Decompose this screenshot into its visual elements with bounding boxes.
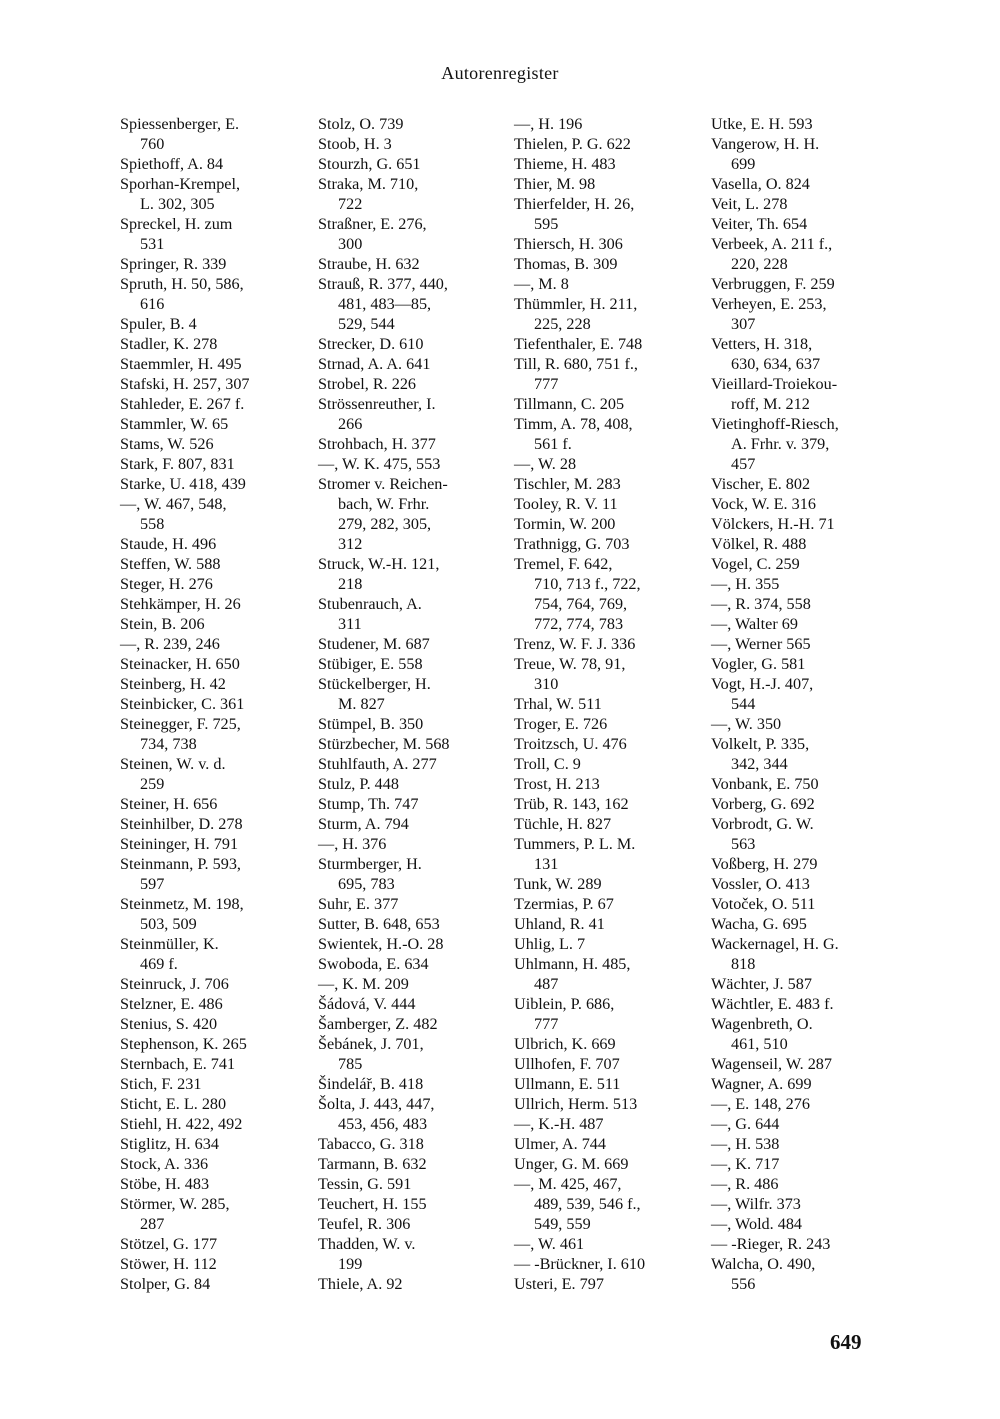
- index-entry: —, H. 196: [514, 115, 583, 133]
- index-entry-continuation: 616: [140, 295, 165, 313]
- index-entry-continuation: 307: [731, 315, 756, 333]
- index-entry-continuation: 225, 228: [534, 315, 591, 333]
- index-entry: Thümmler, H. 211,: [514, 295, 638, 313]
- index-entry: Steinegger, F. 725,: [120, 715, 241, 733]
- index-entry: Tabacco, G. 318: [318, 1135, 424, 1153]
- index-entry: —, R. 374, 558: [711, 595, 811, 613]
- index-entry: Starke, U. 418, 439: [120, 475, 246, 493]
- index-column-4: [711, 114, 839, 1294]
- index-entry: Tischler, M. 283: [514, 475, 621, 493]
- index-entry: — -Brückner, I. 610: [514, 1255, 646, 1273]
- index-entry: —, W. K. 475, 553: [318, 455, 441, 473]
- index-entry: Ullmann, E. 511: [514, 1075, 621, 1093]
- index-entry: Strecker, D. 610: [318, 335, 424, 353]
- index-entry-continuation: 699: [731, 155, 756, 173]
- index-entry-continuation: 487: [534, 975, 559, 993]
- index-entry: —, R. 239, 246: [120, 635, 220, 653]
- index-entry-continuation: 818: [731, 955, 756, 973]
- index-entry: Vorbrodt, G. W.: [711, 815, 814, 833]
- index-entry: Tzermias, P. 67: [514, 895, 614, 913]
- index-entry: Šebánek, J. 701,: [318, 1035, 424, 1053]
- index-entry: Volkelt, P. 335,: [711, 735, 810, 753]
- index-entry: Steinmetz, M. 198,: [120, 895, 244, 913]
- page-header: Autorenregister: [441, 63, 559, 83]
- index-entry: Vetters, H. 318,: [711, 335, 813, 353]
- index-entry: Šolta, J. 443, 447,: [318, 1095, 435, 1113]
- index-entry-continuation: 777: [534, 1015, 559, 1033]
- index-entry: Sternbach, E. 741: [120, 1055, 236, 1073]
- index-entry: Tummers, P. L. M.: [514, 835, 636, 853]
- index-entry: Spiethoff, A. 84: [120, 155, 224, 173]
- index-entry: Steinmann, P. 593,: [120, 855, 241, 873]
- index-entry: —, H. 355: [711, 575, 780, 593]
- index-entry: Timm, A. 78, 408,: [514, 415, 633, 433]
- index-entry: Stoob, H. 3: [318, 135, 392, 153]
- index-entry-continuation: A. Frhr. v. 379,: [731, 435, 830, 453]
- index-entry: Uiblein, P. 686,: [514, 995, 615, 1013]
- index-entry: —, R. 486: [711, 1175, 779, 1193]
- index-entry: Stiehl, H. 422, 492: [120, 1115, 243, 1133]
- index-entry: Stöbe, H. 483: [120, 1175, 210, 1193]
- index-entry: Stump, Th. 747: [318, 795, 419, 813]
- index-entry: Ulbrich, K. 669: [514, 1035, 616, 1053]
- index-entry: Uhland, R. 41: [514, 915, 605, 933]
- index-entry: Strössenreuther, I.: [318, 395, 436, 413]
- index-entry: Stürzbecher, M. 568: [318, 735, 450, 753]
- index-entry-continuation: bach, W. Frhr.: [338, 495, 430, 513]
- index-entry: Trenz, W. F. J. 336: [514, 635, 636, 653]
- index-entry: Thiele, A. 92: [318, 1275, 403, 1293]
- index-entry: Trathnigg, G. 703: [514, 535, 630, 553]
- index-entry-continuation: 461, 510: [731, 1035, 788, 1053]
- index-entry: Steinberg, H. 42: [120, 675, 226, 693]
- index-entry: Uhlmann, H. 485,: [514, 955, 631, 973]
- index-entry-continuation: 531: [140, 235, 165, 253]
- index-entry: Steinen, W. v. d.: [120, 755, 226, 773]
- index-entry-continuation: 695, 783: [338, 875, 395, 893]
- index-entry: Veiter, Th. 654: [711, 215, 808, 233]
- index-entry: Völkel, R. 488: [711, 535, 807, 553]
- index-entry-continuation: 199: [338, 1255, 363, 1273]
- index-entry-continuation: 312: [338, 535, 363, 553]
- index-entry-continuation: 453, 456, 483: [338, 1115, 428, 1133]
- index-entry-continuation: 772, 774, 783: [534, 615, 624, 633]
- index-entry: Vietinghoff-Riesch,: [711, 415, 839, 433]
- index-entry: Staemmler, H. 495: [120, 355, 242, 373]
- index-entry: Thomas, B. 309: [514, 255, 618, 273]
- index-entry-continuation: 457: [731, 455, 756, 473]
- index-entry: Vogel, C. 259: [711, 555, 800, 573]
- index-entry: Spruth, H. 50, 586,: [120, 275, 244, 293]
- index-entry: Verbruggen, F. 259: [711, 275, 835, 293]
- index-entry: Stolper, G. 84: [120, 1275, 211, 1293]
- index-entry: Stelzner, E. 486: [120, 995, 223, 1013]
- index-entry: — -Rieger, R. 243: [711, 1235, 831, 1253]
- index-entry: Steffen, W. 588: [120, 555, 221, 573]
- index-entry: Veit, L. 278: [711, 195, 788, 213]
- index-entry: —, K. M. 209: [318, 975, 409, 993]
- index-entry: Steinbicker, C. 361: [120, 695, 245, 713]
- index-entry: Struck, W.-H. 121,: [318, 555, 440, 573]
- index-entry: Stich, F. 231: [120, 1075, 202, 1093]
- index-entry: Strauß, R. 377, 440,: [318, 275, 448, 293]
- index-entry-continuation: roff, M. 212: [731, 395, 810, 413]
- index-entry: Wacha, G. 695: [711, 915, 807, 933]
- index-entry: Stein, B. 206: [120, 615, 205, 633]
- index-entry: Wagenbreth, O.: [711, 1015, 813, 1033]
- index-entry: Tillmann, C. 205: [514, 395, 625, 413]
- index-entry: Tremel, F. 642,: [514, 555, 613, 573]
- index-entry: Stuhlfauth, A. 277: [318, 755, 437, 773]
- index-entry: Thieme, H. 483: [514, 155, 616, 173]
- index-entry: —, M. 8: [514, 275, 569, 293]
- index-entry: Stammler, W. 65: [120, 415, 229, 433]
- index-entry: Stark, F. 807, 831: [120, 455, 235, 473]
- index-entry: Suhr, E. 377: [318, 895, 399, 913]
- index-entry: Steinmüller, K.: [120, 935, 219, 953]
- index-entry: Vischer, E. 802: [711, 475, 811, 493]
- index-entry-continuation: 259: [140, 775, 165, 793]
- index-entry: Strobel, R. 226: [318, 375, 417, 393]
- index-entry: Swoboda, E. 634: [318, 955, 429, 973]
- index-entry: Wächter, J. 587: [711, 975, 812, 993]
- index-entry: Völckers, H.-H. 71: [711, 515, 835, 533]
- index-entry-continuation: 529, 544: [338, 315, 395, 333]
- index-entry: Sporhan-Krempel,: [120, 175, 241, 193]
- index-entry-continuation: 310: [534, 675, 559, 693]
- index-entry: Tiefenthaler, E. 748: [514, 335, 643, 353]
- index-entry-continuation: 544: [731, 695, 756, 713]
- index-entry: Stulz, P. 448: [318, 775, 399, 793]
- index-entry: Teuchert, H. 155: [318, 1195, 427, 1213]
- index-entry: Treue, W. 78, 91,: [514, 655, 626, 673]
- index-entry: Thielen, P. G. 622: [514, 135, 631, 153]
- index-entry: Wagenseil, W. 287: [711, 1055, 832, 1073]
- index-entry: Springer, R. 339: [120, 255, 227, 273]
- index-column-2: [318, 114, 450, 1294]
- index-column-3: [514, 114, 645, 1294]
- index-entry: Spreckel, H. zum: [120, 215, 233, 233]
- index-entry: Stümpel, B. 350: [318, 715, 424, 733]
- index-entry: Stahleder, E. 267 f.: [120, 395, 245, 413]
- index-entry: Verheyen, E. 253,: [711, 295, 827, 313]
- index-entry: Šindelář, B. 418: [318, 1075, 424, 1093]
- index-entry: Störmer, W. 285,: [120, 1195, 230, 1213]
- index-entry: —, W. 461: [514, 1235, 585, 1253]
- index-entry-continuation: 556: [731, 1275, 756, 1293]
- index-entry: Stams, W. 526: [120, 435, 214, 453]
- index-entry-continuation: 561 f.: [534, 435, 572, 453]
- index-entry: Votoček, O. 511: [711, 895, 816, 913]
- index-entry: Tunk, W. 289: [514, 875, 602, 893]
- index-entry: Stückelberger, H.: [318, 675, 431, 693]
- index-entry: Walcha, O. 490,: [711, 1255, 816, 1273]
- index-entry: Troitzsch, U. 476: [514, 735, 627, 753]
- index-entry: Šamberger, Z. 482: [318, 1015, 438, 1033]
- index-entry: Wächtler, E. 483 f.: [711, 995, 834, 1013]
- index-entry: Utke, E. H. 593: [711, 115, 813, 133]
- index-entry: Stehkämper, H. 26: [120, 595, 241, 613]
- index-entry: Tormin, W. 200: [514, 515, 616, 533]
- index-entry-continuation: 481, 483—85,: [338, 295, 432, 313]
- index-entry: Vonbank, E. 750: [711, 775, 819, 793]
- index-entry: Vangerow, H. H.: [711, 135, 820, 153]
- index-entry: Steger, H. 276: [120, 575, 213, 593]
- index-entry: Vasella, O. 824: [711, 175, 810, 193]
- index-entry-continuation: 710, 713 f., 722,: [534, 575, 641, 593]
- index-entry: Vogt, H.-J. 407,: [711, 675, 814, 693]
- index-entry: Stübiger, E. 558: [318, 655, 423, 673]
- index-entry: Vock, W. E. 316: [711, 495, 816, 513]
- index-entry: —, Walter 69: [711, 615, 798, 633]
- index-entry: Spiessenberger, E.: [120, 115, 240, 133]
- index-entry-continuation: 777: [534, 375, 559, 393]
- index-entry-continuation: 489, 539, 546 f.,: [534, 1195, 641, 1213]
- index-entry: Verbeek, A. 211 f.,: [711, 235, 833, 253]
- index-entry: —, W. 350: [711, 715, 782, 733]
- index-entry: Stöwer, H. 112: [120, 1255, 217, 1273]
- index-entry: Studener, M. 687: [318, 635, 430, 653]
- index-entry-continuation: 754, 764, 769,: [534, 595, 628, 613]
- index-entry: Wackernagel, H. G.: [711, 935, 839, 953]
- index-entry: Straka, M. 710,: [318, 175, 419, 193]
- index-entry: Usteri, E. 797: [514, 1275, 604, 1293]
- index-entry: Strnad, A. A. 641: [318, 355, 431, 373]
- index-entry-continuation: 503, 509: [140, 915, 197, 933]
- index-entry: Vieillard-Troiekou-: [711, 375, 838, 393]
- index-entry: Stephenson, K. 265: [120, 1035, 247, 1053]
- index-entry: Trost, H. 213: [514, 775, 600, 793]
- index-entry: Ullhofen, F. 707: [514, 1055, 620, 1073]
- index-entry: Straßner, E. 276,: [318, 215, 427, 233]
- index-entry: Trüb, R. 143, 162: [514, 795, 629, 813]
- index-entry: Ullrich, Herm. 513: [514, 1095, 638, 1113]
- index-entry: —, W. 467, 548,: [120, 495, 227, 513]
- index-column-1: [120, 114, 250, 1294]
- page-number: 649: [830, 1330, 862, 1354]
- index-entry-continuation: 131: [534, 855, 559, 873]
- index-entry-continuation: 630, 634, 637: [731, 355, 821, 373]
- index-entry-continuation: 300: [338, 235, 363, 253]
- index-entry: Ulmer, A. 744: [514, 1135, 606, 1153]
- index-entry: Tooley, R. V. 11: [514, 495, 618, 513]
- index-entry: Thiersch, H. 306: [514, 235, 623, 253]
- index-entry-continuation: L. 302, 305: [140, 195, 215, 213]
- index-entry: Trhal, W. 511: [514, 695, 602, 713]
- index-entry: Vogler, G. 581: [711, 655, 806, 673]
- index-entry: Spuler, B. 4: [120, 315, 197, 333]
- index-entry: Strohbach, H. 377: [318, 435, 436, 453]
- index-entry-continuation: 279, 282, 305,: [338, 515, 432, 533]
- index-entry-continuation: 220, 228: [731, 255, 788, 273]
- index-entry: —, Wold. 484: [711, 1215, 803, 1233]
- index-entry: —, W. 28: [514, 455, 577, 473]
- index-entry-continuation: 266: [338, 415, 363, 433]
- index-entry: Thadden, W. v.: [318, 1235, 416, 1253]
- index-entry: Stock, A. 336: [120, 1155, 209, 1173]
- index-entry: Teufel, R. 306: [318, 1215, 411, 1233]
- index-entry-continuation: 342, 344: [731, 755, 788, 773]
- index-entry-continuation: 785: [338, 1055, 363, 1073]
- index-entry: —, H. 376: [318, 835, 387, 853]
- index-entry: —, M. 425, 467,: [514, 1175, 622, 1193]
- index-entry: Swientek, H.-O. 28: [318, 935, 444, 953]
- index-entry: Steinacker, H. 650: [120, 655, 240, 673]
- index-entry: Straube, H. 632: [318, 255, 420, 273]
- index-entry-continuation: 469 f.: [140, 955, 178, 973]
- index-entry-continuation: 563: [731, 835, 756, 853]
- index-entry: Stadler, K. 278: [120, 335, 218, 353]
- index-entry: —, G. 644: [711, 1115, 780, 1133]
- index-entry: —, K.-H. 487: [514, 1115, 604, 1133]
- index-entry: Sticht, E. L. 280: [120, 1095, 227, 1113]
- index-entry: Stafski, H. 257, 307: [120, 375, 250, 393]
- index-entry-continuation: 595: [534, 215, 559, 233]
- index-entry: Steiner, H. 656: [120, 795, 218, 813]
- index-entry-continuation: 287: [140, 1215, 165, 1233]
- index-entry: Stiglitz, H. 634: [120, 1135, 219, 1153]
- index-entry: Troger, E. 726: [514, 715, 608, 733]
- index-entry: —, E. 148, 276: [711, 1095, 810, 1113]
- index-entry: Stenius, S. 420: [120, 1015, 218, 1033]
- index-entry: Stötzel, G. 177: [120, 1235, 218, 1253]
- index-entry: Vossler, O. 413: [711, 875, 810, 893]
- index-entry-continuation: 558: [140, 515, 165, 533]
- index-entry: Wagner, A. 699: [711, 1075, 812, 1093]
- index-entry-continuation: 597: [140, 875, 165, 893]
- index-entry: Sturm, A. 794: [318, 815, 409, 833]
- index-entry-continuation: 311: [338, 615, 362, 633]
- index-entry: Stolz, O. 739: [318, 115, 404, 133]
- index-entry: Thierfelder, H. 26,: [514, 195, 635, 213]
- index-entry: Till, R. 680, 751 f.,: [514, 355, 638, 373]
- index-entry: Tarmann, B. 632: [318, 1155, 427, 1173]
- index-entry-continuation: 734, 738: [140, 735, 197, 753]
- index-entry: Troll, C. 9: [514, 755, 581, 773]
- index-entry: Vorberg, G. 692: [711, 795, 815, 813]
- index-entry: Steinhilber, D. 278: [120, 815, 243, 833]
- index-entry: Tessin, G. 591: [318, 1175, 412, 1193]
- index-entry: Voßberg, H. 279: [711, 855, 818, 873]
- index-entry: —, H. 538: [711, 1135, 780, 1153]
- index-entry-continuation: 760: [140, 135, 165, 153]
- index-entry: Staude, H. 496: [120, 535, 217, 553]
- index-entry: Uhlig, L. 7: [514, 935, 586, 953]
- index-entry: Tüchle, H. 827: [514, 815, 612, 833]
- index-entry: Stourzh, G. 651: [318, 155, 421, 173]
- index-entry: Stubenrauch, A.: [318, 595, 422, 613]
- index-entry: Steinruck, J. 706: [120, 975, 229, 993]
- index-entry: Thier, M. 98: [514, 175, 596, 193]
- index-entry: Stromer v. Reichen-: [318, 475, 448, 493]
- index-entry-continuation: 218: [338, 575, 363, 593]
- index-entry: —, K. 717: [711, 1155, 780, 1173]
- index-entry: —, Werner 565: [711, 635, 811, 653]
- index-entry: —, Wilfr. 373: [711, 1195, 801, 1213]
- index-entry: Šádová, V. 444: [318, 995, 416, 1013]
- index-entry: Sturmberger, H.: [318, 855, 422, 873]
- index-entry: Steininger, H. 791: [120, 835, 239, 853]
- index-entry: Unger, G. M. 669: [514, 1155, 629, 1173]
- index-entry: Sutter, B. 648, 653: [318, 915, 440, 933]
- index-entry-continuation: M. 827: [338, 695, 385, 713]
- index-entry-continuation: 549, 559: [534, 1215, 591, 1233]
- index-entry-continuation: 722: [338, 195, 363, 213]
